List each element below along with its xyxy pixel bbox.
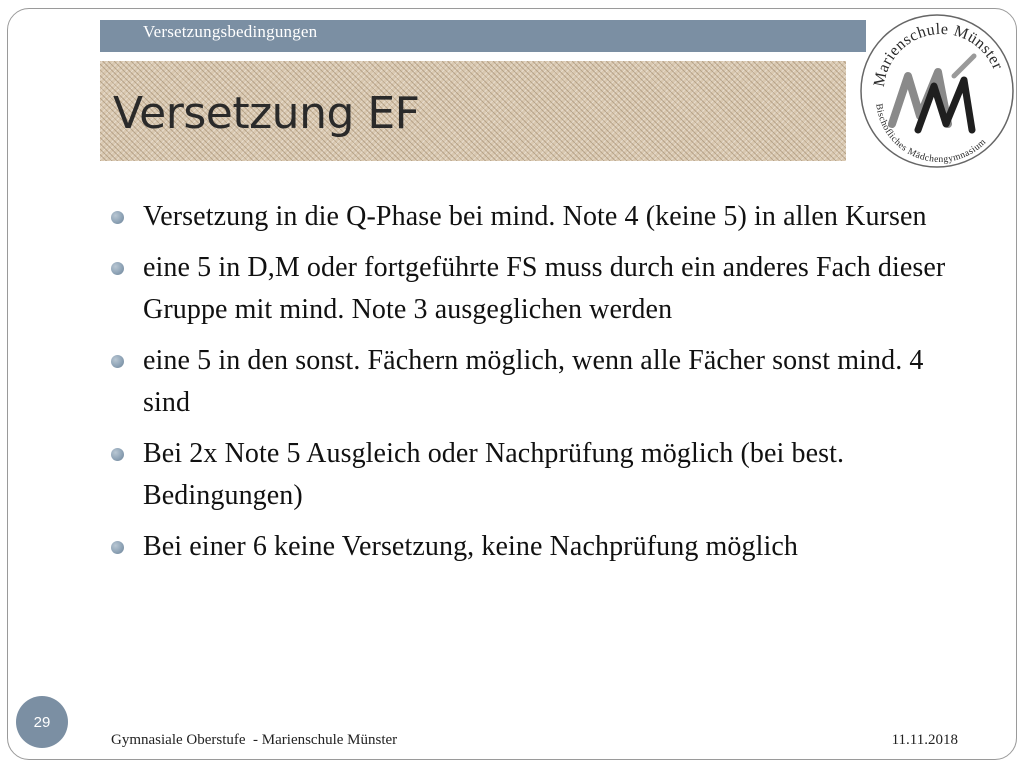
list-item — [106, 247, 966, 331]
bullet-text: eine 5 in D,M oder fortgeführte FS muss durch ein anderes Fach dieser Gruppe mit mind. Note 3 ausgeglichen werden — [143, 252, 946, 325]
list-item — [106, 526, 966, 568]
bullet-text: eine 5 in den sonst. Fächern möglich, wenn alle Fächer sonst mind. 4 sind — [143, 345, 924, 418]
bullet-text: Bei einer 6 keine Versetzung, keine Nachprüfung möglich — [143, 531, 798, 562]
school-logo — [858, 12, 1016, 170]
bullet-icon — [111, 262, 124, 275]
footer-text: Gymnasiale Oberstufe - Marienschule Münster — [111, 732, 398, 748]
bullet-text: Bei 2x Note 5 Ausgleich oder Nachprüfung möglich (bei best. Bedingungen) — [143, 438, 845, 511]
bullet-icon — [111, 448, 124, 461]
bullet-text: Versetzung in die Q-Phase bei mind. Note 4 (keine 5) in allen Kursen — [143, 201, 927, 232]
bullet-icon — [111, 541, 124, 554]
list-item — [106, 340, 966, 424]
footer-date: 11.11.2018 — [891, 732, 958, 748]
bullet-icon — [111, 211, 124, 224]
svg-text:Bischöfliches Mädchengymnasium: Bischöfliches Mädchengymnasium — [873, 102, 989, 166]
slide-title: Versetzung EF — [113, 88, 420, 139]
bullet-icon — [111, 355, 124, 368]
svg-text:Marienschule Münster: Marienschule Münster — [870, 20, 1007, 89]
section-label: Versetzungsbedingungen — [143, 22, 318, 41]
list-item — [106, 196, 966, 238]
list-item — [106, 433, 966, 517]
page-number-badge: 29 — [16, 696, 68, 748]
bullet-list — [106, 196, 966, 577]
